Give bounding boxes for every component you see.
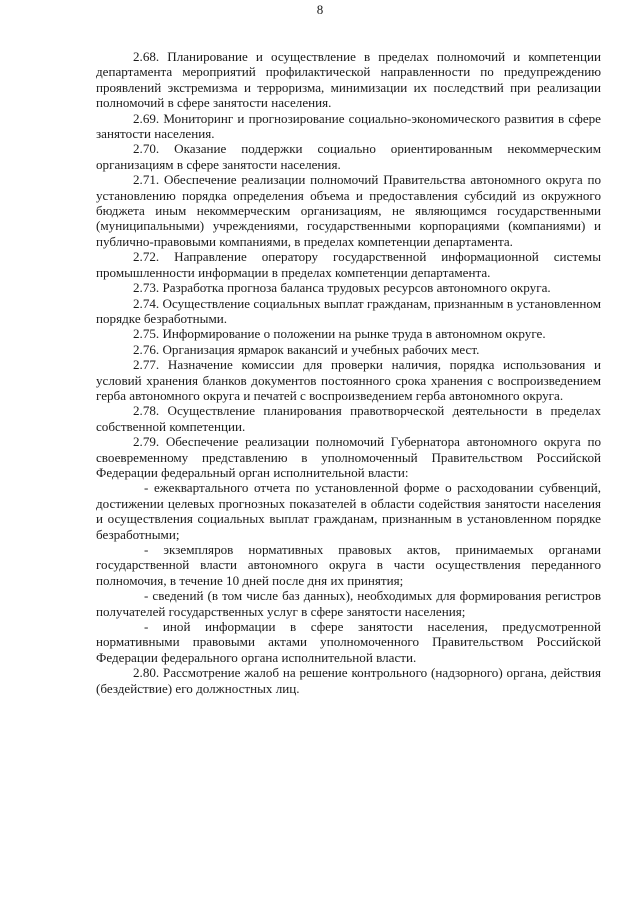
list-item-legal-acts: - экземпляров нормативных правовых актов, принимаемых органами государственной власти автономного округа в части осуществления переданного полномочия, в течение 10 дней после дня их принятия; xyxy=(96,542,601,588)
page-number: 8 xyxy=(316,2,324,17)
paragraph-2-80: 2.80. Рассмотрение жалоб на решение контрольного (надзорного) органа, действия (бездействие) его должностных лиц. xyxy=(96,665,601,696)
paragraph-2-69: 2.69. Мониторинг и прогнозирование социально-экономического развития в сфере занятости населения. xyxy=(96,110,601,142)
paragraph-2-68: 2.68. Планирование и осуществление в пределах полномочий и компетенции департамента мероприятий профилактической направленности по предупреждению проявлений экстремизма и терроризма, минимизации их последствий при реализации полномочий в сфере занятости населения. xyxy=(96,49,601,111)
paragraph-2-72: 2.72. Направление оператору государственной информационной системы промышленности информации в пределах компетенции департамента. xyxy=(96,249,601,280)
list-item-other-info: - иной информации в сфере занятости населения, предусмотренной нормативными правовыми актами уполномоченного Правительством Российской Федерации федерального органа исполнительной власти. xyxy=(96,619,601,665)
paragraph-2-76: 2.76. Организация ярмарок вакансий и учебных рабочих мест. xyxy=(133,341,480,357)
document-body xyxy=(96,49,601,696)
paragraph-2-70: 2.70. Оказание поддержки социально ориентированным некоммерческим организациям в сфере занятости населения. xyxy=(96,141,601,172)
paragraph-2-79: 2.79. Обеспечение реализации полномочий Губернатора автономного округа по своевременному представлению в уполномоченный Правительством Российской Федерации федеральный орган исполнительной власти: xyxy=(96,434,601,480)
paragraph-2-71: 2.71. Обеспечение реализации полномочий Правительства автономного округа по установлению порядка определения объема и предоставления субсидий из окружного бюджета иным некоммерческим организациям, не являющимся государственными (муниципальными) учреждениями, государственными корпорациями (компаниями) и публично-правовыми компаниями, в пределах компетенции департамента. xyxy=(96,172,601,249)
list-item-databases: - сведений (в том числе баз данных), необходимых для формирования регистров получателей государственных услуг в сфере занятости населения; xyxy=(96,588,601,619)
paragraph-2-74: 2.74. Осуществление социальных выплат гражданам, признанным в установленном порядке безработными. xyxy=(96,295,601,326)
paragraph-2-77: 2.77. Назначение комиссии для проверки наличия, порядка использования и условий хранения бланков документов постоянного срока хранения с воспроизведением герба автономного округа и печатей с воспроизведением герба автономного округа. xyxy=(96,357,601,403)
list-item-quarterly-report: - ежеквартального отчета по установленной форме о расходовании субвенций, достижении целевых прогнозных показателей в области содействия занятости населения и осуществления социальных выплат гражданам, признанным в установленном порядке безработными; xyxy=(96,480,601,542)
paragraph-2-75: 2.75. Информирование о положении на рынке труда в автономном округе. xyxy=(133,326,546,342)
paragraph-2-73: 2.73. Разработка прогноза баланса трудовых ресурсов автономного округа. xyxy=(133,280,551,296)
paragraph-2-78: 2.78. Осуществление планирования правотворческой деятельности в пределах собственной компетенции. xyxy=(96,403,601,434)
